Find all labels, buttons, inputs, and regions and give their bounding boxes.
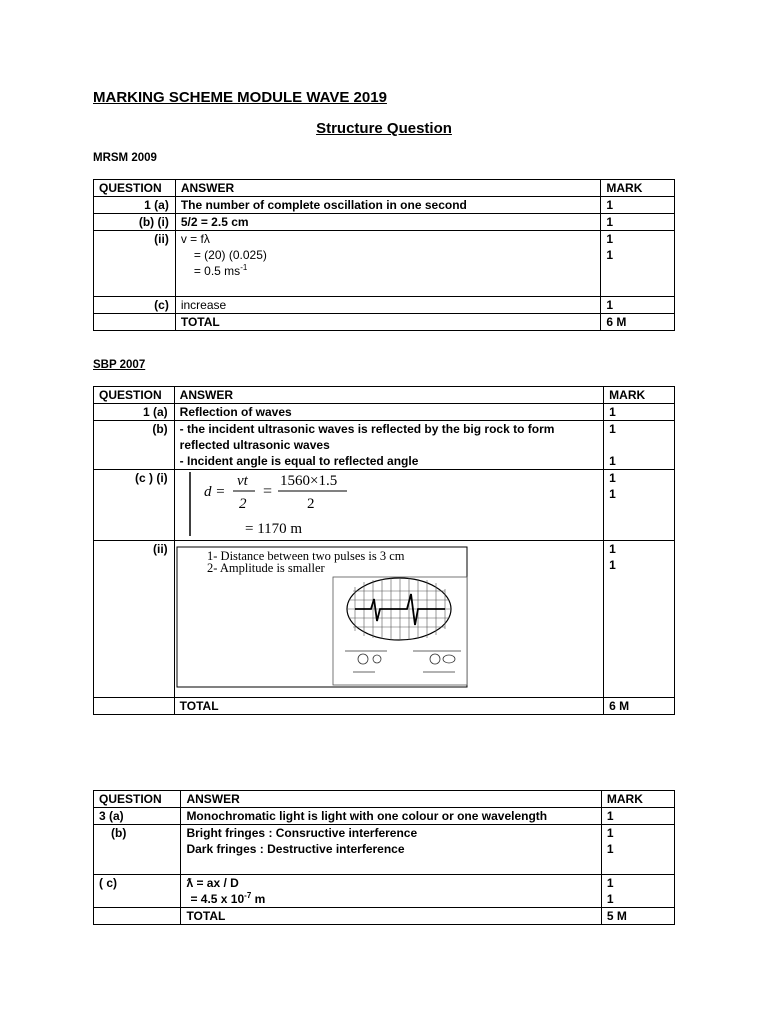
total-row bbox=[94, 908, 675, 925]
answer-cell bbox=[181, 825, 601, 875]
header-mark: MARK bbox=[604, 387, 675, 404]
question-number: 3 (a) bbox=[94, 808, 181, 825]
answer-line bbox=[181, 263, 601, 279]
question-3-table bbox=[93, 790, 675, 925]
header-answer: ANSWER bbox=[174, 387, 604, 404]
header-answer: ANSWER bbox=[181, 791, 601, 808]
mark-cell bbox=[604, 421, 675, 470]
question-number: (b) (i) bbox=[94, 214, 176, 231]
mark-cell bbox=[604, 541, 675, 698]
mark-cell bbox=[601, 825, 674, 875]
mark-value: 1 bbox=[606, 826, 614, 840]
unit-exponent: -1 bbox=[240, 263, 248, 272]
answer-line bbox=[186, 891, 600, 907]
table-row bbox=[94, 231, 675, 297]
section-label-sbp: SBP 2007 bbox=[93, 359, 146, 371]
document-title: MARKING SCHEME MODULE WAVE 2019 bbox=[93, 89, 387, 106]
question-number: 1 (a) bbox=[94, 197, 176, 214]
empty-cell bbox=[94, 698, 175, 715]
formula-den2: 2 bbox=[306, 496, 315, 512]
total-label: TOTAL bbox=[175, 314, 601, 331]
table-header-row bbox=[94, 180, 675, 197]
question-number: ( c) bbox=[94, 875, 181, 908]
question-number: (b) bbox=[94, 421, 175, 470]
answer-text: The number of complete oscillation in one second bbox=[175, 197, 601, 214]
mark-value: 1 bbox=[609, 487, 616, 501]
total-mark: 6 M bbox=[601, 314, 675, 331]
table-row bbox=[94, 808, 675, 825]
answer-line: Bright fringes : Consructive interference bbox=[186, 826, 418, 840]
answer-line: v = fλ bbox=[180, 232, 210, 246]
figure-note-2: 2- Amplitude is smaller bbox=[206, 561, 325, 575]
mark-value: 1 bbox=[601, 297, 675, 314]
answer-line: - the incident ultrasonic waves is reflected by the big rock to form reflected ultrasonic waves bbox=[179, 422, 555, 452]
question-number: (ii) bbox=[94, 541, 175, 698]
header-mark: MARK bbox=[601, 180, 675, 197]
header-answer: ANSWER bbox=[175, 180, 601, 197]
mark-value: 1 bbox=[606, 876, 614, 890]
total-label: TOTAL bbox=[174, 698, 604, 715]
mark-value: 1 bbox=[609, 542, 616, 556]
equals-sign: = bbox=[262, 483, 272, 500]
mark-value: 1 bbox=[609, 454, 616, 468]
cro-figure-cell bbox=[174, 541, 604, 698]
empty-cell bbox=[94, 908, 181, 925]
mrsm-2009-table bbox=[93, 179, 675, 331]
header-question: QUESTION bbox=[94, 180, 176, 197]
answer-cell bbox=[181, 875, 601, 908]
section-label-mrsm: MRSM 2009 bbox=[93, 152, 157, 164]
header-question: QUESTION bbox=[94, 387, 175, 404]
answer-cell bbox=[175, 231, 601, 297]
header-mark: MARK bbox=[601, 791, 674, 808]
table-row bbox=[94, 404, 675, 421]
mark-cell bbox=[604, 470, 675, 541]
formula-den1: 2 bbox=[238, 496, 247, 512]
mark-value: 1 bbox=[609, 558, 616, 572]
question-number: (ii) bbox=[94, 231, 176, 297]
exponent: -7 bbox=[244, 891, 252, 900]
table-row bbox=[94, 197, 675, 214]
question-number: (c) bbox=[94, 297, 176, 314]
answer-line: ƛ = ax / D bbox=[186, 876, 239, 890]
figure-note-1: 1- Distance between two pulses is 3 cm bbox=[206, 549, 405, 563]
table-header-row bbox=[94, 791, 675, 808]
table-row bbox=[94, 541, 675, 698]
table-row bbox=[94, 875, 675, 908]
formula-result: = 1170 m bbox=[244, 521, 302, 536]
total-row bbox=[94, 314, 675, 331]
section-subtitle: Structure Question bbox=[316, 120, 452, 137]
answer-value: = 0.5 ms bbox=[193, 264, 241, 278]
total-mark: 5 M bbox=[601, 908, 674, 925]
mark-cell bbox=[601, 875, 674, 908]
table-header-row bbox=[94, 387, 675, 404]
mark-value: 1 bbox=[606, 842, 614, 856]
mark-cell bbox=[601, 231, 675, 297]
answer-text: Monochromatic light is light with one colour or one wavelength bbox=[181, 808, 601, 825]
cro-figure bbox=[175, 541, 599, 693]
mark-value: 1 bbox=[609, 422, 616, 436]
formula-num2: 1560×1.5 bbox=[279, 473, 337, 489]
table-row bbox=[94, 825, 675, 875]
mark-value: 1 bbox=[604, 404, 675, 421]
formula-lhs: d = bbox=[203, 484, 226, 500]
mark-value: 1 bbox=[601, 197, 675, 214]
table-row bbox=[94, 421, 675, 470]
distance-formula bbox=[175, 470, 599, 536]
total-label: TOTAL bbox=[181, 908, 601, 925]
empty-cell bbox=[94, 314, 176, 331]
mark-value: 1 bbox=[601, 214, 675, 231]
table-row bbox=[94, 470, 675, 541]
answer-text: 5/2 = 2.5 cm bbox=[175, 214, 601, 231]
answer-value: = 4.5 x 10 bbox=[190, 892, 245, 906]
mark-value: 1 bbox=[606, 232, 614, 246]
sbp-2007-table bbox=[93, 386, 675, 715]
table-row bbox=[94, 297, 675, 314]
question-number: (b) bbox=[94, 825, 181, 875]
mark-value: 1 bbox=[606, 248, 614, 262]
answer-text: Reflection of waves bbox=[174, 404, 604, 421]
answer-line: - Incident angle is equal to reflected angle bbox=[179, 454, 419, 468]
answer-line: = (20) (0.025) bbox=[193, 248, 267, 262]
answer-line: Dark fringes : Destructive interference bbox=[186, 842, 405, 856]
question-number: (c ) (i) bbox=[94, 470, 175, 541]
question-number: 1 (a) bbox=[94, 404, 175, 421]
total-row bbox=[94, 698, 675, 715]
answer-text: increase bbox=[175, 297, 601, 314]
formula-cell bbox=[174, 470, 604, 541]
total-mark: 6 M bbox=[604, 698, 675, 715]
answer-cell bbox=[174, 421, 604, 470]
mark-value: 1 bbox=[601, 808, 674, 825]
table-row bbox=[94, 214, 675, 231]
formula-num1: vt bbox=[236, 473, 248, 489]
mark-value: 1 bbox=[609, 471, 616, 485]
header-question: QUESTION bbox=[94, 791, 181, 808]
mark-value: 1 bbox=[606, 892, 614, 906]
unit: m bbox=[251, 892, 266, 906]
